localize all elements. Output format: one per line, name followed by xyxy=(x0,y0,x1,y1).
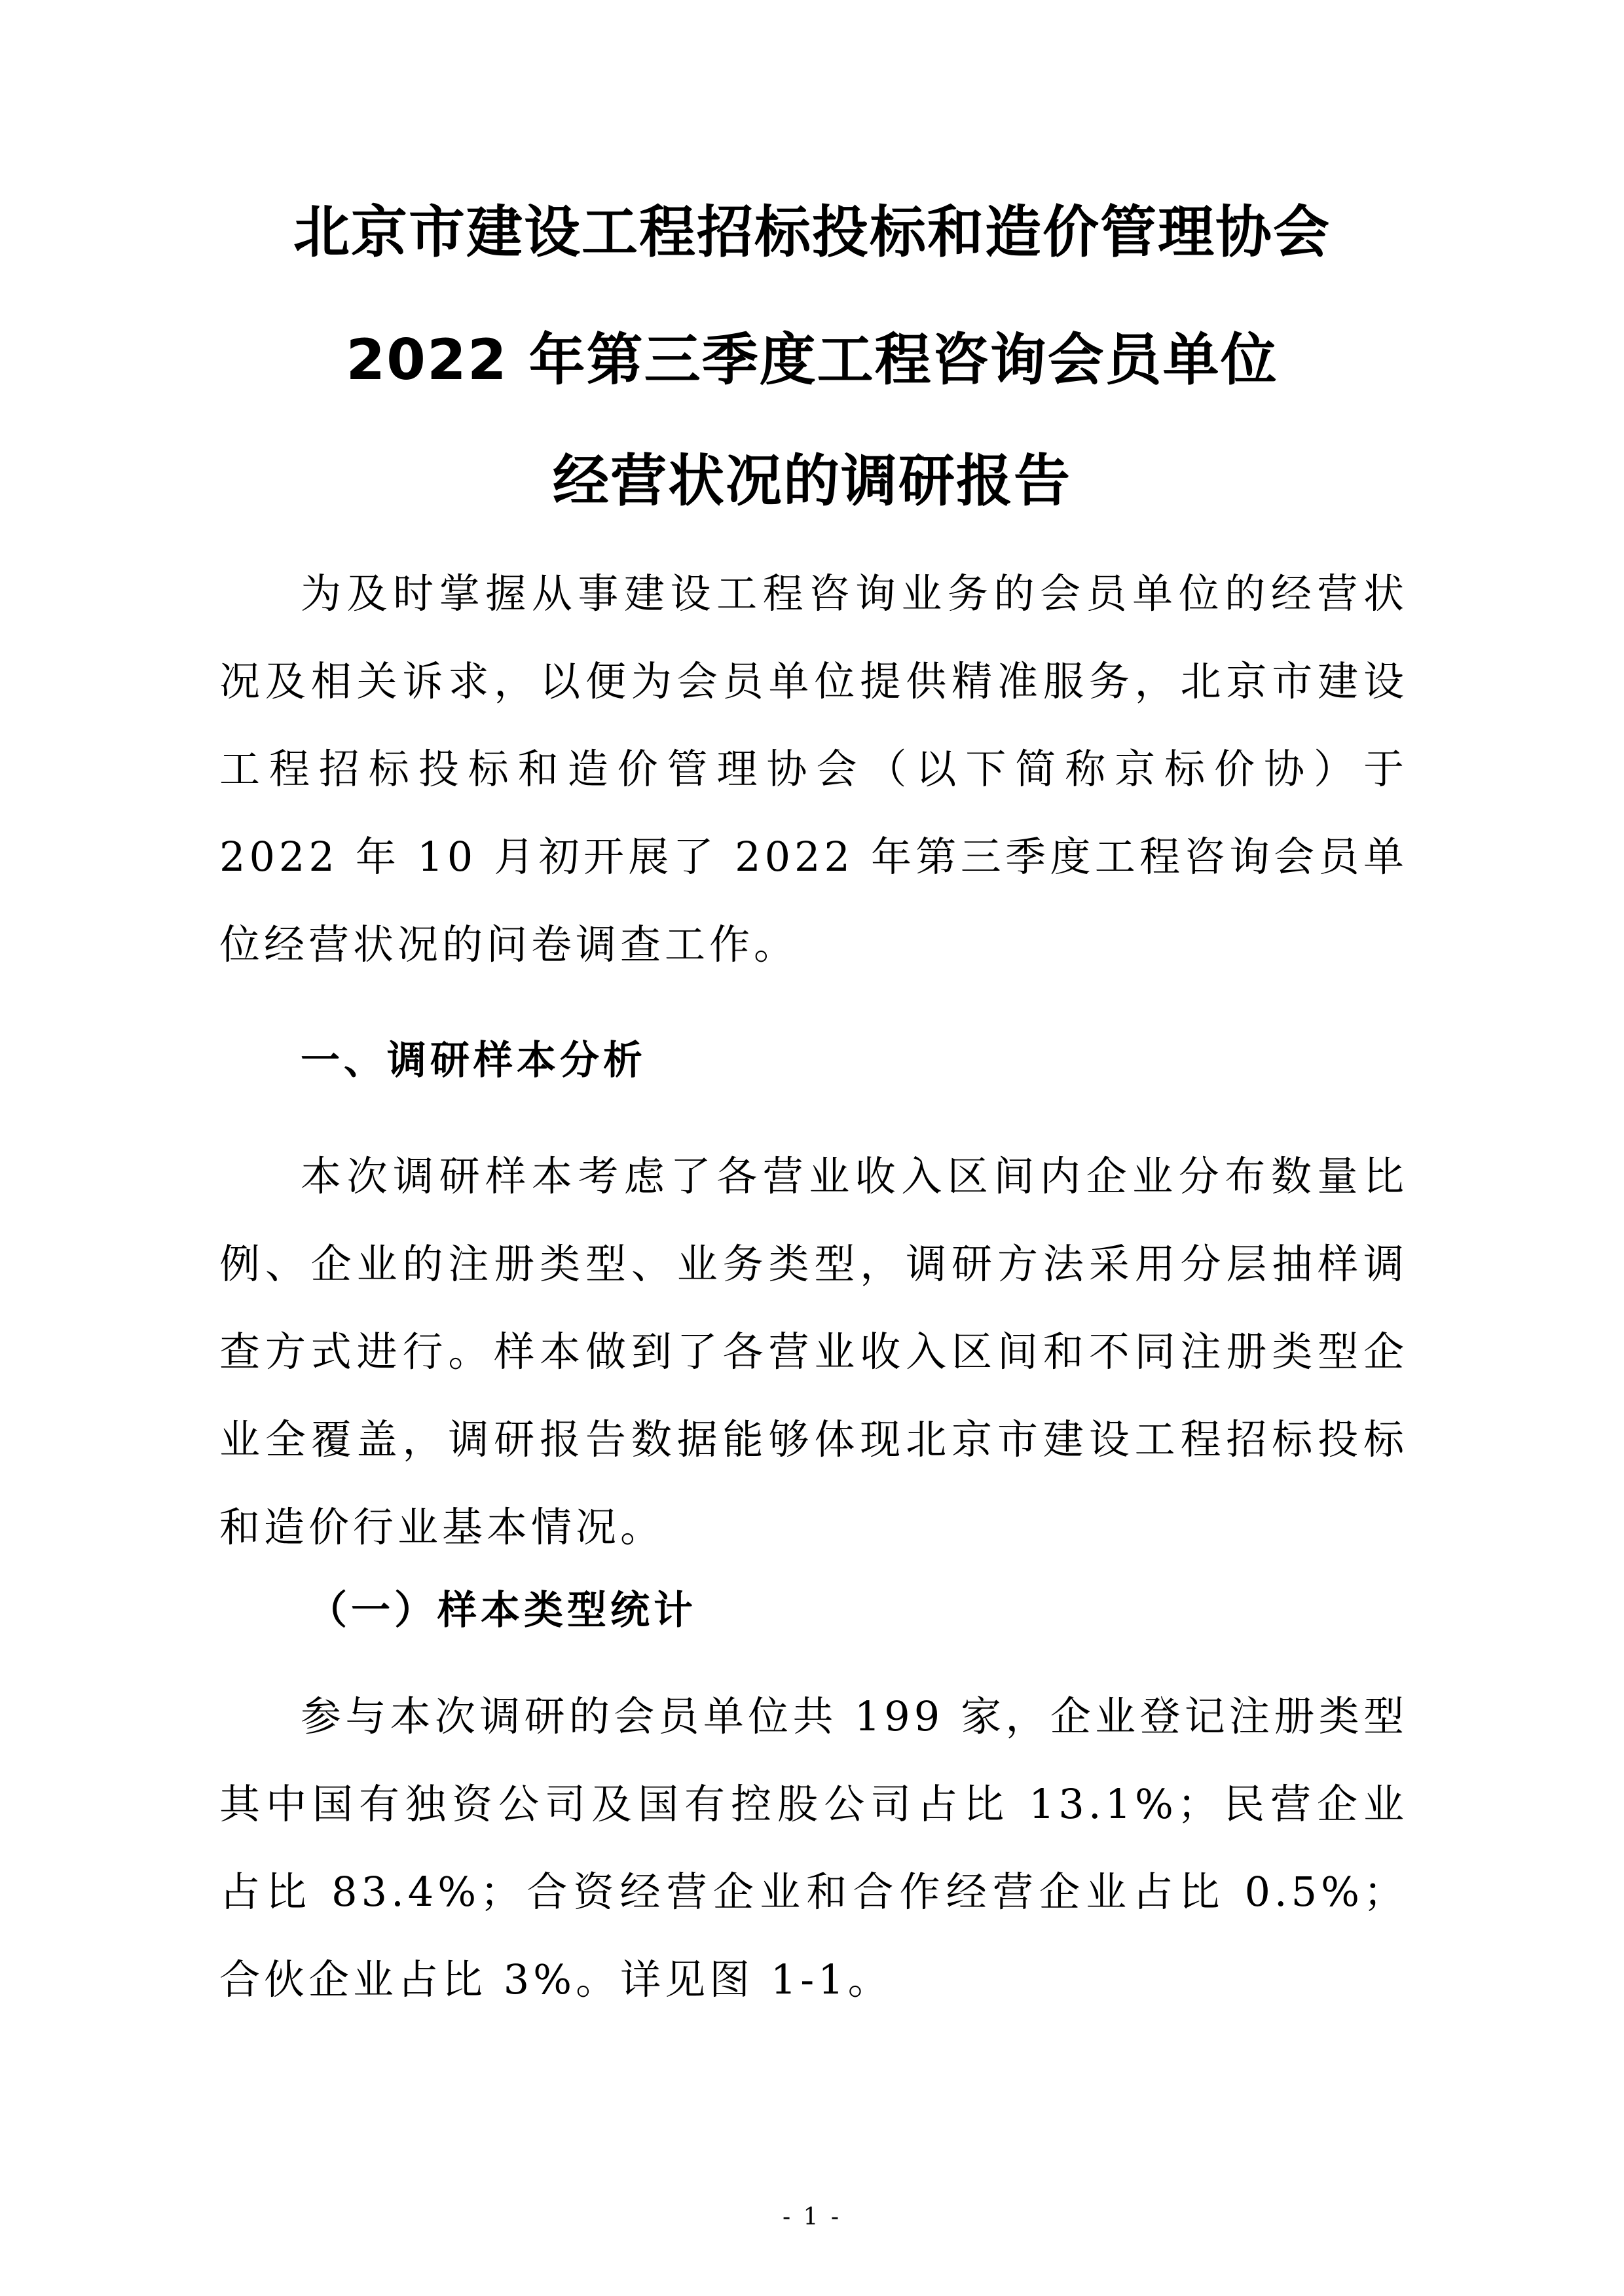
document-title-line-1: 北京市建设工程招标投标和造价管理协会 xyxy=(293,200,1331,265)
page-number: - 1 - xyxy=(782,2204,842,2231)
sample-type-statistics-paragraph: 参与本次调研的会员单位共 199 家，企业登记注册类型其中国有独资公司及国有控股公司占比 13.1%；民营企业占比 83.4%；合资经营企业和合作经营企业占比 0.5%；合伙企业占比 3%。详见图 1-1。 xyxy=(219,1692,1408,2003)
section-heading-sample-analysis: 一、调研样本分析 xyxy=(301,1038,646,1084)
document-title-line-2: 2022 年第三季度工程咨询会员单位 xyxy=(346,327,1278,393)
document-title-line-3: 经营状况的调研报告 xyxy=(553,448,1071,514)
sample-analysis-paragraph: 本次调研样本考虑了各营业收入区间内企业分布数量比例、企业的注册类型、业务类型，调研方法采用分层抽样调查方式进行。样本做到了各营业收入区间和不同注册类型企业全覆盖，调研报告数据能够体现北京市建设工程招标投标和造价行业基本情况。 xyxy=(219,1152,1408,1551)
intro-paragraph: 为及时掌握从事建设工程咨询业务的会员单位的经营状况及相关诉求，以便为会员单位提供精准服务，北京市建设工程招标投标和造价管理协会（以下简称京标价协）于 2022 年 10 月初开展了 2022 年第三季度工程咨询会员单位经营状况的问卷调查工作。 xyxy=(219,570,1408,968)
subsection-heading-sample-type-statistics: （一）样本类型统计 xyxy=(308,1588,697,1633)
